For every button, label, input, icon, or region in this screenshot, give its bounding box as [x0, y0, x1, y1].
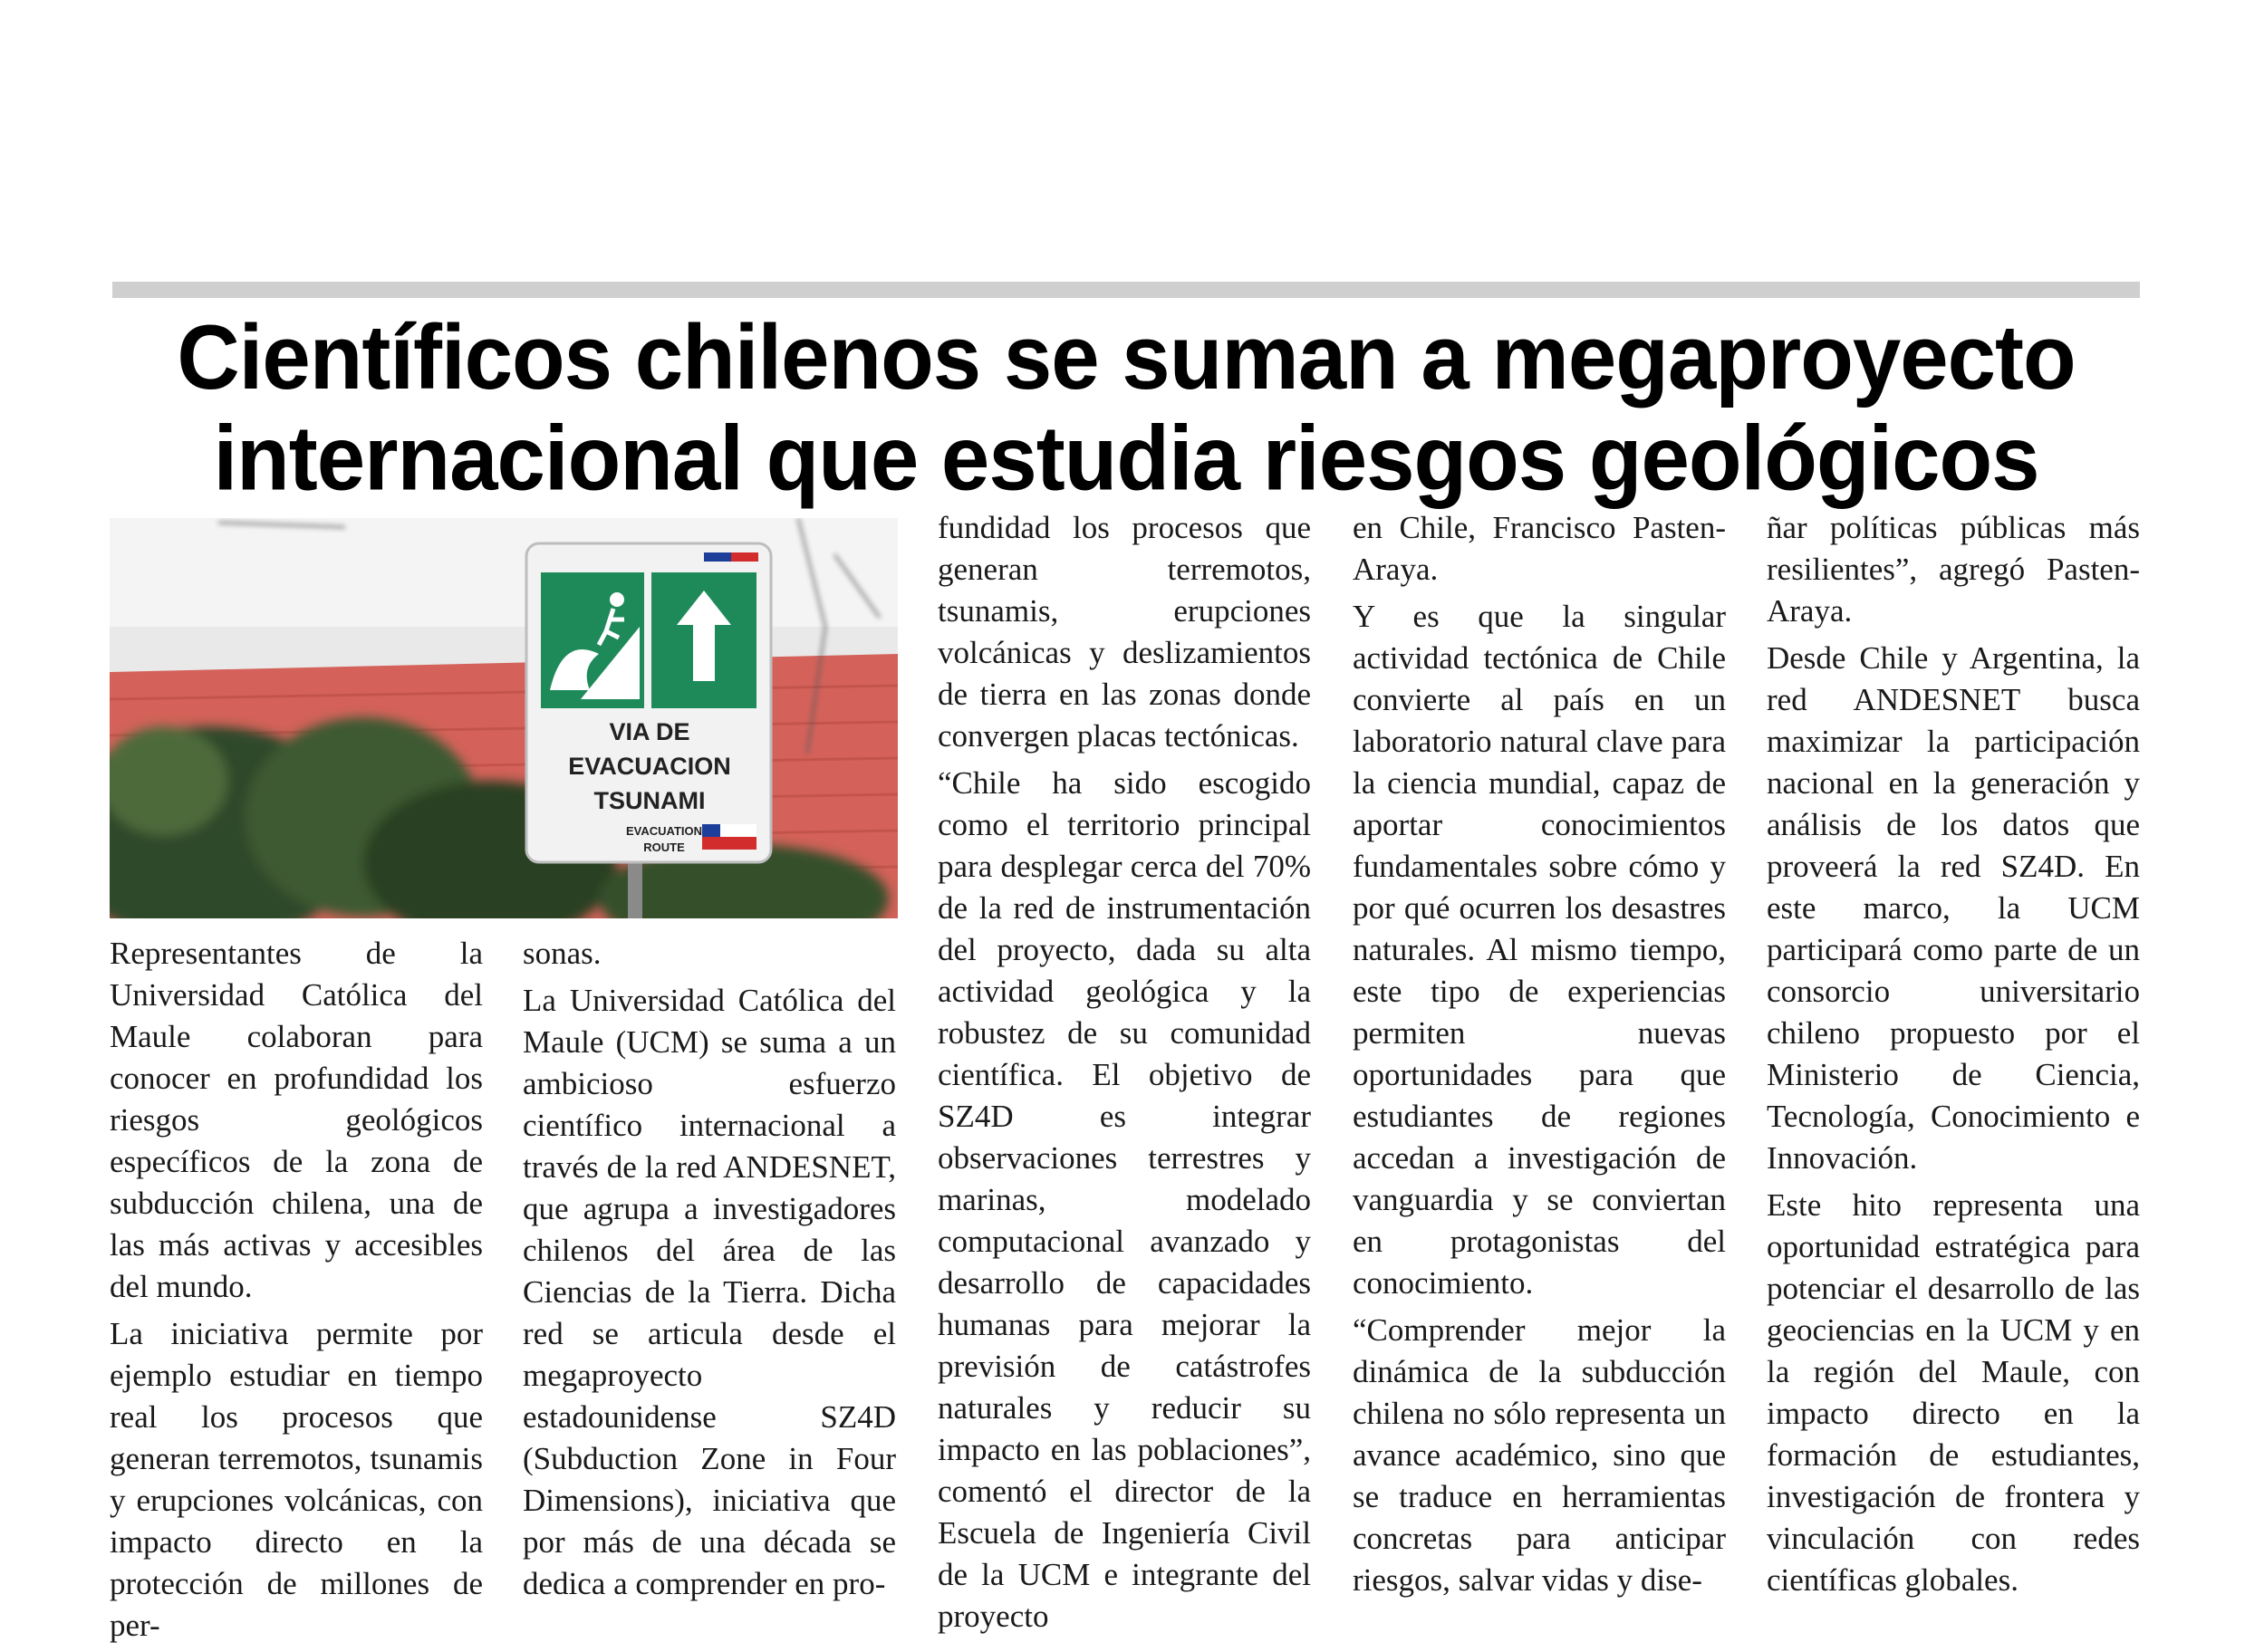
headline — [112, 308, 2140, 510]
paragraph: fundidad los procesos que generan terremotos, tsunamis, erupciones volcánicas y deslizamientos de tierra en las zonas donde convergen placas tectónicas. — [938, 510, 1311, 754]
sign-text-3: TSUNAMI — [593, 787, 706, 814]
paragraph: Representantes de la Universidad Católica del Maule colaboran para conocer en profundidad los riesgos geológicos específicos de la zona de subducción chilena, una de las más activas y accesibles del mundo. — [110, 936, 483, 1304]
paragraph: La Universidad Católica del Maule (UCM) se suma a un ambicioso esfuerzo científico internacional a través de la red ANDESNET, que agrupa a investigadores chilenos del área de las Ciencias de la Tierra. Dicha red se articula desde el megaproyecto estadounidense SZ4D (Subduction Zone in Four Dimensions), iniciativa que por más de una década se dedica a comprender en pro- — [523, 983, 896, 1601]
paragraph: “Chile ha sido escogido como el territorio principal para desplegar cerca del 70% de la red de instrumentación del proyecto, dada su alta actividad geológica y la robustez de su comunidad científica. El objetivo de SZ4D es integrar observaciones terrestres y marinas, modelado computacional avanzado y desarrollo de capacidades humanas para mejorar la previsión de catástrofes naturales y reducir su impacto en las poblaciones”, comentó el director de la Escuela de Ingeniería Civil de la UCM e integrante del proyecto — [938, 765, 1311, 1634]
paragraph: sonas. — [523, 936, 602, 971]
sign-sub-text-1: EVACUATION — [625, 824, 703, 838]
headline-line-2: internacional que estudia riesgos geológicos — [213, 408, 2039, 510]
paragraph: ñar políticas públicas más resilientes”, agregó Pasten-Araya. — [1767, 510, 2140, 629]
paragraph: Este hito representa una oportunidad estratégica para potenciar el desarrollo de las geociencias en la UCM y en la región del Maule, con impacto directo en la formación de estudiantes, investigación de frontera y vinculación con redes científicas globales. — [1767, 1187, 2140, 1598]
top-rule — [112, 282, 2140, 298]
headline-line-1: Científicos chilenos se suman a megaproyecto — [177, 306, 2076, 409]
column-2 — [523, 933, 896, 1610]
paragraph: en Chile, Francisco Pasten-Araya. — [1353, 510, 1726, 587]
paragraph: Y es que la singular actividad tectónica de Chile convierte al país en un laboratorio natural clave para la ciencia mundial, capaz de aportar conocimientos fundamentales sobre cómo y por qué ocurren los desastres naturales. Al mismo tiempo, este tipo de experiencias permiten nuevas oportunidades para que estudiantes de regiones accedan a investigación de vanguardia y se conviertan en protagonistas del conocimiento. — [1353, 599, 1726, 1301]
column-3 — [938, 507, 1311, 1643]
column-5 — [1767, 507, 2140, 1607]
column-1 — [110, 933, 483, 1652]
tsunami-sign-photo — [110, 518, 898, 918]
photo-illustration — [110, 518, 898, 918]
column-4 — [1353, 507, 1726, 1607]
paragraph: Desde Chile y Argentina, la red ANDESNET busca maximizar la participación nacional en la generación y análisis de los datos que proveerá la red SZ4D. En este marco, la UCM participará como parte de un consorcio universitario chileno propuesto por el Ministerio de Ciencia, Tecnología, Conocimiento e Innovación. — [1767, 640, 2140, 1176]
sign-sub-text-2: ROUTE — [643, 840, 685, 854]
sign-text-2: EVACUACION — [568, 753, 731, 780]
paragraph: La iniciativa permite por ejemplo estudiar en tiempo real los procesos que generan terremotos, tsunamis y erupciones volcánicas, con impacto directo en la protección de millones de per- — [110, 1316, 483, 1643]
paragraph: “Comprender mejor la dinámica de la subducción chilena no sólo representa un avance académico, sino que se traduce en herramientas concretas para anticipar riesgos, salvar vidas y dise- — [1353, 1312, 1726, 1598]
sign-text-1: VIA DE — [609, 718, 690, 745]
